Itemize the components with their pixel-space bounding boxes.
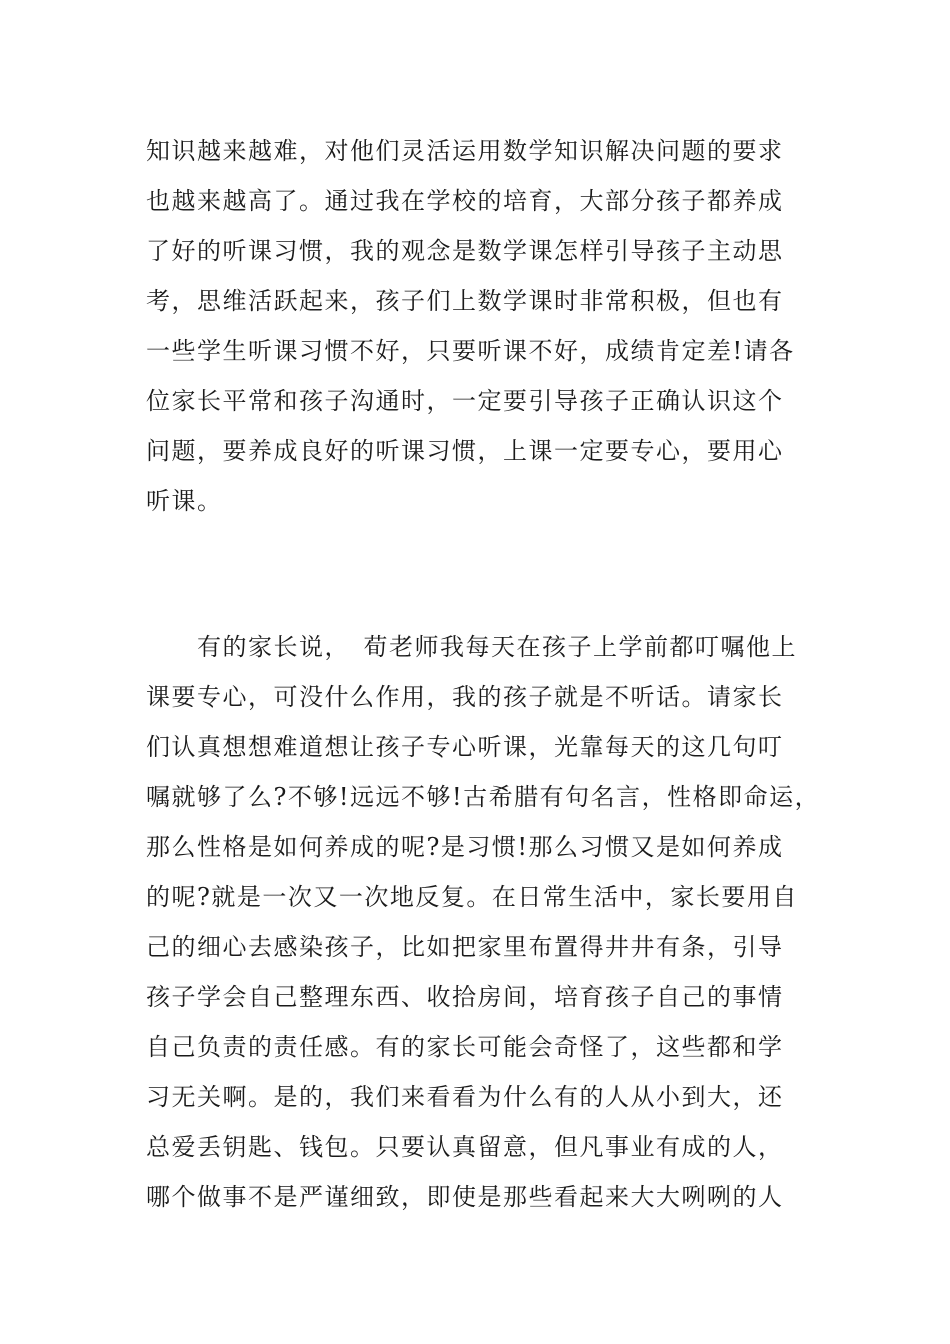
paragraph-1-line-5: 一些学生听课习惯不好，只要听课不好，成绩肯定差!请各 (146, 337, 795, 365)
paragraph-1-line-7: 问题，要养成良好的听课习惯，上课一定要专心，要用心 (146, 437, 784, 465)
paragraph-2-line-10: 习无关啊。是的，我们来看看为什么有的人从小到大，还 (146, 1083, 784, 1111)
paragraph-2-line-2: 课要专心，可没什么作用，我的孩子就是不听话。请家长 (146, 683, 784, 711)
paragraph-1-line-1: 知识越来越难，对他们灵活运用数学知识解决问题的要求 (146, 137, 784, 165)
paragraph-1-line-8: 听课。 (146, 487, 223, 515)
paragraph-2-line-6: 的呢?就是一次又一次地反复。在日常生活中，家长要用自 (146, 883, 798, 911)
paragraph-1-line-4: 考，思维活跃起来，孩子们上数学课时非常积极，但也有 (146, 287, 784, 315)
paragraph-2-line-1: 有的家长说， 荀老师我每天在孩子上学前都叮嘱他上 (146, 633, 797, 661)
paragraph-1-line-6: 位家长平常和孩子沟通时，一定要引导孩子正确认识这个 (146, 387, 784, 415)
paragraph-2-line-11: 总爱丢钥匙、钱包。只要认真留意，但凡事业有成的人， (146, 1133, 784, 1161)
paragraph-1-line-3: 了好的听课习惯，我的观念是数学课怎样引导孩子主动思 (146, 237, 784, 265)
paragraph-1 (146, 126, 846, 526)
paragraph-2 (146, 622, 846, 1222)
paragraph-2-line-5: 那么性格是如何养成的呢?是习惯!那么习惯又是如何养成 (146, 833, 784, 861)
paragraph-2-line-9: 自己负责的责任感。有的家长可能会奇怪了，这些都和学 (146, 1033, 784, 1061)
paragraph-2-line-12: 哪个做事不是严谨细致，即使是那些看起来大大咧咧的人 (146, 1183, 784, 1211)
paragraph-1-line-2: 也越来越高了。通过我在学校的培育，大部分孩子都养成 (146, 187, 784, 215)
paragraph-2-line-3: 们认真想想难道想让孩子专心听课，光靠每天的这几句叮 (146, 733, 784, 761)
paragraph-2-line-4: 嘱就够了么?不够!远远不够!古希腊有句名言，性格即命运， (146, 783, 821, 811)
paragraph-2-line-7: 己的细心去感染孩子，比如把家里布置得井井有条，引导 (146, 933, 784, 961)
paragraph-2-line-8: 孩子学会自己整理东西、收拾房间，培育孩子自己的事情 (146, 983, 784, 1011)
